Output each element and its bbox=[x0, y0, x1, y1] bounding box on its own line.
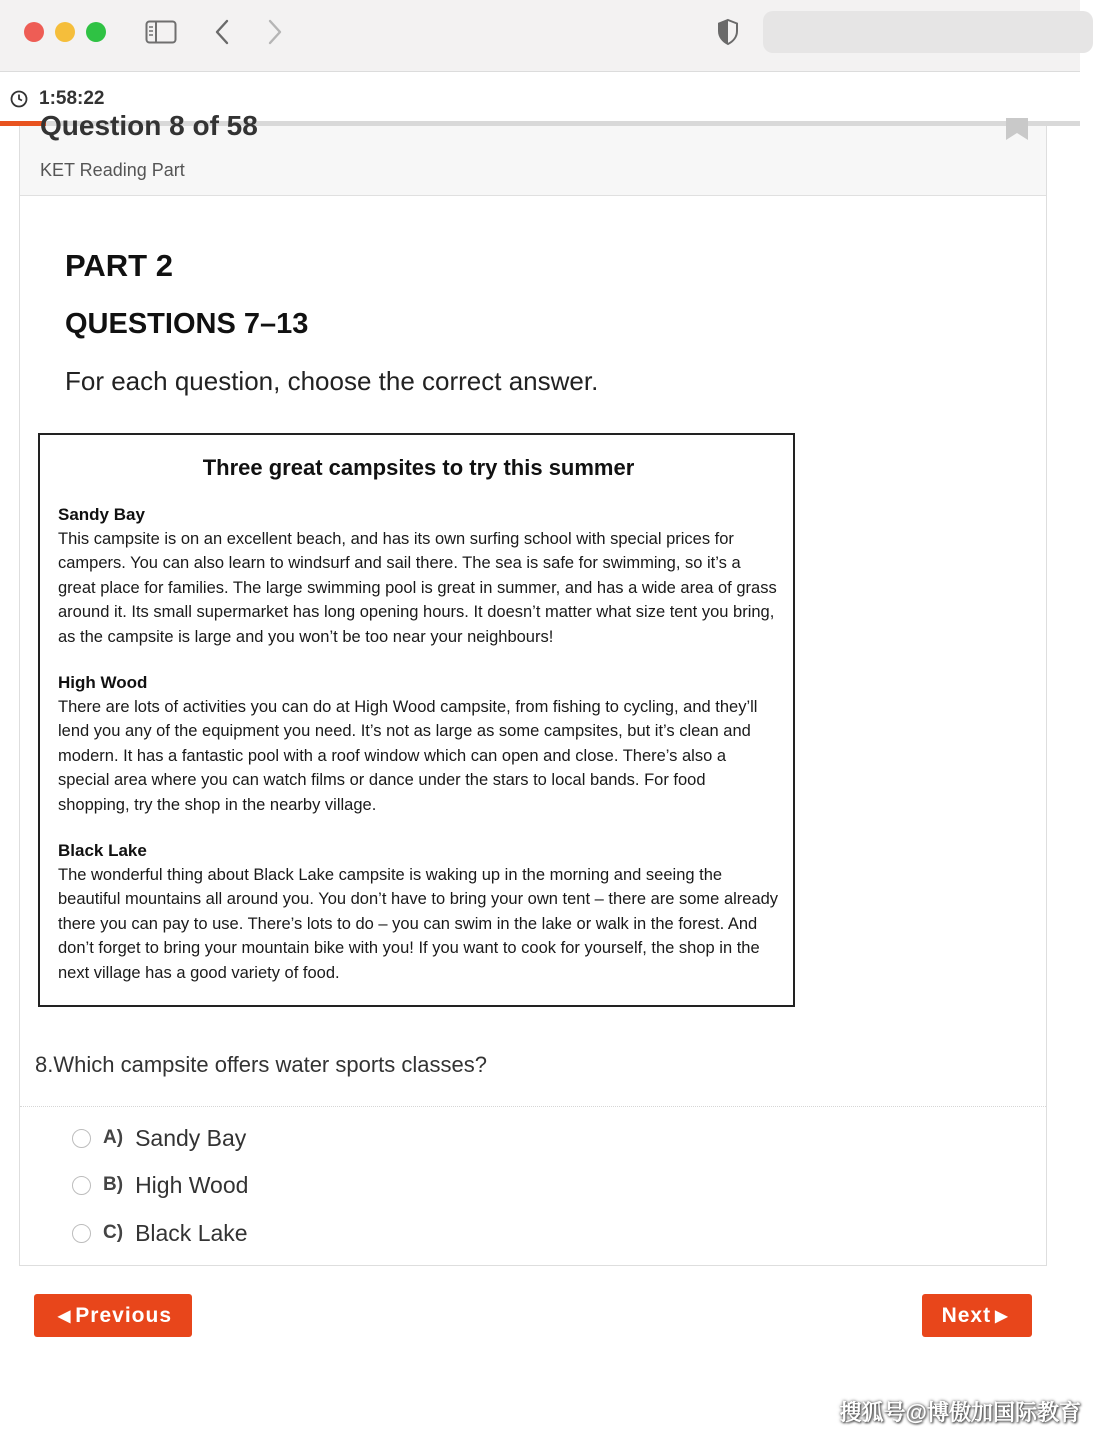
close-window-button[interactable] bbox=[24, 22, 44, 42]
option-letter: B) bbox=[103, 1174, 124, 1195]
option-label: Sandy Bay bbox=[135, 1124, 247, 1151]
reading-passage bbox=[38, 433, 795, 1007]
instruction: For each question, choose the correct answer. bbox=[65, 366, 599, 396]
previous-button[interactable] bbox=[34, 1294, 192, 1337]
next-button[interactable] bbox=[922, 1294, 1032, 1337]
card-header bbox=[20, 110, 1046, 196]
option-label: Black Lake bbox=[135, 1219, 248, 1246]
question-card bbox=[19, 110, 1047, 1266]
campsite-black-lake bbox=[58, 839, 779, 985]
caret-right-icon: ▶ bbox=[995, 1307, 1009, 1325]
address-bar[interactable] bbox=[763, 11, 1093, 53]
campsite-name: High Wood bbox=[58, 673, 148, 693]
option-letter: A) bbox=[103, 1127, 124, 1148]
maximize-window-button[interactable] bbox=[86, 22, 106, 42]
passage-title: Three great campsites to try this summer bbox=[202, 455, 635, 480]
answer-option-b[interactable] bbox=[72, 1170, 248, 1200]
option-label: High Wood bbox=[135, 1171, 249, 1198]
radio-button[interactable] bbox=[72, 1176, 91, 1195]
watermark: 搜狐号@博傲加国际教育 bbox=[839, 1400, 1081, 1425]
question-counter: Question 8 of 58 bbox=[40, 110, 258, 141]
answer-option-a[interactable] bbox=[72, 1123, 246, 1153]
timer-value: 1:58:22 bbox=[39, 88, 105, 109]
campsite-description: This campsite is on an excellent beach, and has its own surfing school with special prices for campers. You can also learn to windsurf and sail there. The sea is safe for swimming, so it’s a great place for families. The large swimming pool is great in summer, and has a wide area of grass around it. Its small supermarket has long opening hours. It doesn’t matter what size tent you bring, as the campsite is large and you won’t be too near your neighbours! bbox=[58, 530, 777, 646]
radio-button[interactable] bbox=[72, 1224, 91, 1243]
minimize-window-button[interactable] bbox=[55, 22, 75, 42]
previous-label: Previous bbox=[75, 1303, 173, 1327]
divider bbox=[20, 1106, 1046, 1107]
campsite-name: Sandy Bay bbox=[58, 505, 145, 524]
sidebar-icon[interactable] bbox=[142, 14, 180, 50]
bookmark-icon[interactable] bbox=[1004, 118, 1030, 140]
campsite-name: Black Lake bbox=[58, 841, 147, 861]
questions-range: QUESTIONS 7–13 bbox=[65, 308, 309, 340]
part-title: PART 2 bbox=[65, 248, 173, 283]
caret-left-icon: ◀ bbox=[57, 1307, 72, 1325]
campsite-high-wood bbox=[58, 671, 779, 817]
campsite-sandy-bay bbox=[58, 503, 779, 649]
question-text: 8.Which campsite offers water sports classes? bbox=[35, 1052, 487, 1077]
back-chevron-icon[interactable] bbox=[205, 14, 239, 50]
shield-icon[interactable] bbox=[710, 14, 746, 50]
radio-button[interactable] bbox=[72, 1129, 91, 1148]
campsite-description: The wonderful thing about Black Lake campsite is waking up in the morning and seeing the beautiful mountains all around you. You don’t have to bring your own tent – there are some already there you can pay to use. There’s lots to do – you can swim in the lake or walk in the forest. And don’t forget to bring your mountain bike with you! If you want to cook for yourself, the shop in the next village has a good variety of food. bbox=[58, 866, 779, 982]
section-name: KET Reading Part bbox=[40, 160, 185, 180]
next-label: Next bbox=[941, 1303, 992, 1327]
forward-chevron-icon[interactable] bbox=[258, 14, 292, 50]
browser-toolbar bbox=[0, 0, 1080, 72]
campsite-description: There are lots of activities you can do at High Wood campsite, from fishing to cycling, and they’ll lend you any of the equipment you need. It’s not as large as some campsites, but it’s clean and modern. It has a fantastic pool with a roof window which can open and close. There’s also a special area where you can watch films or dance under the stars to local bands. For food shopping, try the shop in the nearby village. bbox=[58, 698, 758, 814]
clock-icon bbox=[10, 90, 28, 108]
option-letter: C) bbox=[103, 1222, 124, 1243]
answer-option-c[interactable] bbox=[72, 1218, 248, 1248]
